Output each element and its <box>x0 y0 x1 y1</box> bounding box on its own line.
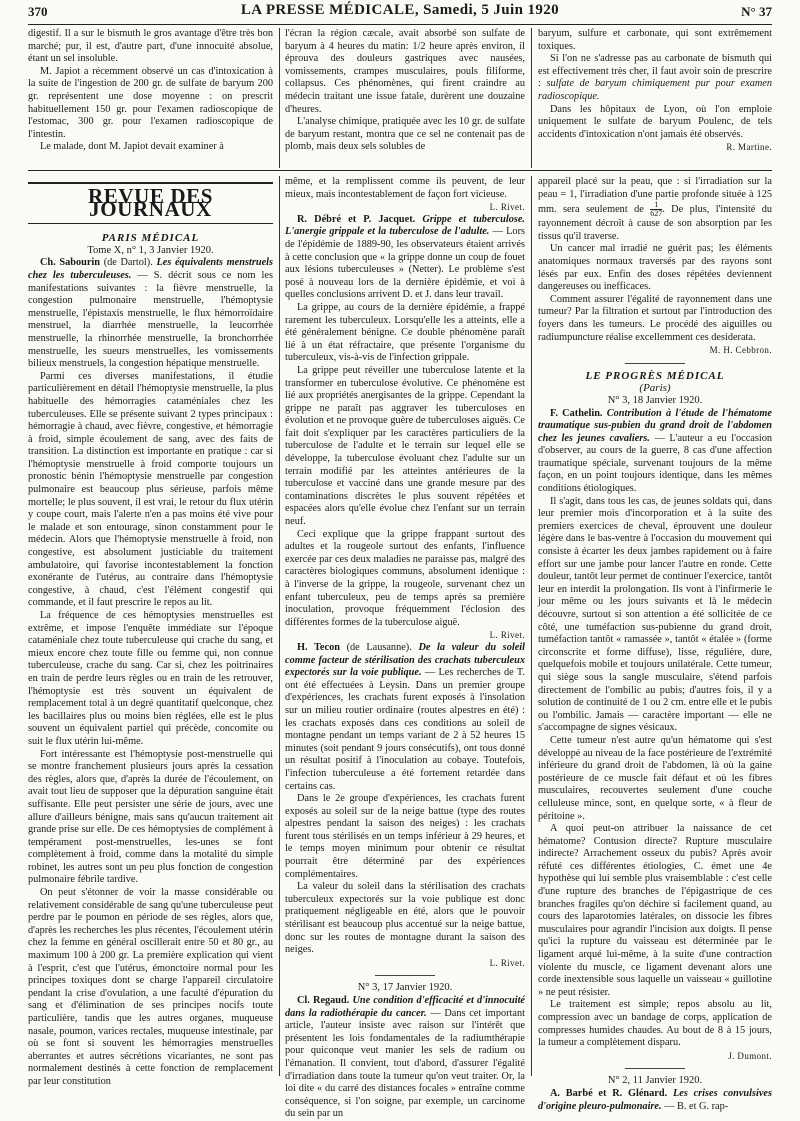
divider <box>625 1068 685 1069</box>
paragraph: Il s'agit, dans tous les cas, de jeunes soldats qui, dans leur premier mois d'incorporation et à la suite des premiers exercices de cheval, éprouvent une douleur légère dans le bas-ventre à l'occasion du mouvement qui consiste à écarter les deux jambes rapidement ou à faire effort sur une jambe pour lancer l'autre en ronde. Cette douleur, tantôt leur permet de continuer l'exercice, tantôt leur en interdit la prolongation. Ils vont à l'infirmerie le jour même ou les jours suivants et là le médecin découvre, surtout si son attention a été sollicitée de ce côté, une tuméfaction sus-pubienne du grand droit, tuméfaction tantôt « ramassée », tantôt « étalée » (forme circonscrite et forme diffuse), lisse, régulière, dure, quelquefois mobile et toujours unilatérale. Cette tumeur, qui siège sous la sangle musculaire, s'étend parfois directement de l'ombilic au pubis; d'autres fois, il y a solution de continuité de 1 ou 2 cm. entre elle et le pubis ou l'ombilic. Jamais — caractère important — elle ne s'accompagne de signes vésicaux. <box>538 495 772 734</box>
issue-line: N° 3, 17 Janvier 1920. <box>357 982 453 994</box>
journal-city: (Paris) <box>639 382 671 395</box>
column-1 <box>28 176 273 1089</box>
prescription-text: sulfate de baryum chimiquement pur pour examen radioscopique. <box>538 78 772 102</box>
issue-line: N° 3, 18 Janvier 1920. <box>607 394 703 406</box>
paragraph: digestif. Il a sur le bismuth le gros avantage d'être très bon marché; pur, il est, d'autre part, d'une innocuité absolue, étant un sel insoluble. <box>28 28 273 65</box>
paragraph: Le malade, dont M. Japiot devait examiner à <box>40 141 224 153</box>
top-column-1 <box>28 28 273 154</box>
paragraph: La grippe peut réveiller une tuberculose latente et la transformer en tuberculose évolutive. Ce phénomène est lié aux propriétés anergisantes de la grippe. Cependant la grippe ne paraît pas aggraver les tuberculoses en évolution et ne provoque guère de tuberculoses aiguës. Ce fait doit s'expliquer par les caractères particuliers de la tuberculose de l'adulte et le terrain sur lequel elle se développe, la tuberculose évoluant chez l'adulte sur un terrain modifié par les atteintes antérieures de la tuberculose et vacciné dans une grande mesure par des contaminations discrètes le plus souvent répétées et espacées alors qu'elle évolue chez l'enfant sur un terrain neuf. <box>285 364 525 528</box>
paragraph: A quoi peut-on attribuer la naissance de cet hématome? Contusion directe? Rupture musculaire indirecte? Arrachement osseux du pubis? Après avoir réfuté ces différentes étiologies, C. émet une 4e hypothèse qui lui semble plus vraisemblable : c'est celle d'une rupture des branches de l'épigastrique de ces branches fragiles qu'on déchire si facilement quand, au cours des laparotomies latérales, on dissocie les fibres musculaires pour agrandir l'incision aux doigts. Il pense qu'ici la rupture du vaisseau est déterminée par le ligament arqué lui-même, à la suite d'une contraction violente du muscle, ce ligament devenant alors une corde inextensible sous laquelle un vaisseau « guillotine » ne peut résister. <box>538 823 772 998</box>
article-title: Contribution à l'étude de l'hématome traumatique sus-pubien du grand droit de l'abdomen chez les jeunes cavaliers. <box>538 407 772 444</box>
paragraph: l'écran la région cæcale, avait absorbé son sulfate de baryum à 4 heures du matin: 1/2 heure après environ, il éprouva des douleurs gastriques avec nausées, vomissements, crampes musculaires, pouls filiforme, collapsus. Ces phénomènes, qui firent craindre au médecin traitant une issue fatale, durèrent une douzaine d'heures. <box>285 28 525 115</box>
column-2 <box>285 176 525 1121</box>
paragraph: — Dans cet important article, l'auteur insiste avec raison sur l'intérêt que présentent les lois fondamentales de la radiumthérapie pour quiconque veut manier les sels de radium ou l'émanation. Il convient, tout d'abord, d'assurer l'égalité d'irradiation dans toute la tumeur qu'on veut traiter. Or, la loi dite « du carré des distances focales » entraîne comme conséquence, si l'on soigne, par exemple, un carcinome du sein par un <box>285 1007 525 1120</box>
divider <box>625 363 685 364</box>
paragraph: Dans le 2e groupe d'expériences, les crachats furent exposés au soleil sur de la neige battue (type des routes alpestres pendant la saison des neiges) : les crachats furent tous stérilisés en un temps inférieur à 29 heures, et le temps moyen minimum pour obtenir ce résultat pourrait être déterminé par des expériences complémentaires. <box>285 793 525 880</box>
article-author: Ch. Sabourin <box>40 257 101 269</box>
paragraph: — B. et G. rap- <box>664 1100 729 1112</box>
paragraph: Comment assurer l'égalité de rayonnement dans une tumeur? Par la filtration et surtout par l'introduction des foyers dans les tumeurs. Le procédé des aiguilles ou radiumpuncture réalise excellemment ces desiderata. <box>538 293 772 343</box>
fraction-numerator: 1 <box>654 200 659 210</box>
journal-masthead: LA PRESSE MÉDICALE, Samedi, 5 Juin 1920 <box>240 2 560 18</box>
column-rule <box>531 176 532 1076</box>
paragraph: On peut s'étonner de voir la masse considérable ou relativement considérable de sang qu'une tuberculeuse peut perdre par le poumon en période de ses règles, alors que, d'après les recherches les plus récentes, l'écoulement utérin chez la femme en général oscillerait entre 50 et 80 gr., au maximum 100 à 200 gr. La première explication qui vient à l'esprit, c'est que l'utérus, émonctoire normal pour les principes toxiques dont se charge l'appareil circulatoire pendant la crise d'ovulation, a une faculté d'épuration du sang et d'élimination de ses principes nocifs toute particulière, tandis que les autres organes, muqueuse nasale, poumon, varices rectales, muqueuse intestinale, par où se font si souvent les hémorragies menstruelles aberrantes et autres sécrétions vicariantes, ne sont pas normalement destinés à cette fonction de remplacement par leur constitution <box>28 887 273 1087</box>
paragraph: baryum, sulfure et carbonate, qui sont extrêmement toxiques. <box>538 28 772 52</box>
paragraph: — S. décrit sous ce nom les manifestations suivantes : la fièvre menstruelle, la congestion pulmonaire menstruelle, l'hémoptysie menstruelle, l'épistaxis menstruelle, le flux hémorroïdaire menstruel, la diarrhée menstruelle, la leucorrhée menstruelle, la rhinorrhée menstruelle, la bronchorrhée menstruelle, les sueurs menstruelles, les vomissements bilieux menstruels, la congestion hépatique menstruelle. <box>28 269 273 370</box>
journal-name: LE PROGRÈS MÉDICAL <box>585 369 725 382</box>
top-column-2 <box>285 28 525 154</box>
paragraph: M. Japiot a récemment observé un cas d'intoxication à la suite de l'ingestion de 200 gr. de sulfate de baryum 200 gr. représentent une dose moyenne : on prescrit habituellement 150 gr. pour l'examen radioscopique de l'estomac, 300 gr. pour l'examen radioscopique de l'intestin. <box>28 65 273 140</box>
page-number: 370 <box>28 4 48 19</box>
paragraph: Le traitement est simple; repos absolu au lit, compression avec un bandage de corps, application de compresses humides chaudes. Au bout de 8 à 15 jours, la tumeur a complètement disparu. <box>538 999 772 1049</box>
fraction-denominator: 627 <box>650 209 663 219</box>
issue-line: Tome X, n° 1, 3 Janvier 1920. <box>87 244 214 256</box>
journal-name: PARIS MÉDICAL <box>101 232 200 245</box>
paragraph: Ceci explique que la grippe frappant surtout des adultes et la rougeole surtout des enfants, l'influence exercée par ces deux maladies ne paraisse pas, malgré des caractères biologiques communs, absolument identique : à l'inverse de la grippe, la rougeole, survenant chez un enfant tuberculeux, peu de temps après sa première inoculation, provoque fréquemment l'éclosion des différentes formes de la tuberculose aiguë. <box>285 528 525 628</box>
paragraph: même, et la remplissent comme ils peuvent, de leur mieux, mais incontestablement de façon fort vicieuse. <box>285 176 525 200</box>
article-author: R. Débré et P. Jacquet. <box>297 213 416 225</box>
column-rule <box>531 28 532 168</box>
section-divider <box>28 170 772 171</box>
column-3 <box>538 176 772 1113</box>
paragraph: La grippe, au cours de la dernière épidémie, a frappé rarement les tuberculeux. Lorsqu'elle les a atteints, elle a été généralement bénigne. Ce double phénomène paraît lié à un état réfractaire, que présente l'organisme du tuberculeux, vis-à-vis de l'infection grippale. <box>285 301 525 364</box>
column-rule <box>279 176 280 1076</box>
article-author: A. Barbé et R. Glénard. <box>550 1087 668 1099</box>
article-title: Les crises convulsives d'origine pleuro-pulmonaire. <box>538 1087 772 1112</box>
paragraph: Parmi ces diverses manifestations, il étudie particulièrement en détail l'hémoptysie menstruelle, la plus habituelle des hémorragies cataméniales chez les tuberculeuses. Elle se présente suivant 2 types principaux : hémorragie à chaud, avec fièvre, congestive, et hémorragie à froid, simple écoulement de sang, avec des faits de transition. La distinction est importante en pratique : car si l'hémoptysie menstruelle à froid comporte toujours un pronostic bénin l'hémoptysie menstruelle par congestion pulmonaire est beaucoup plus sérieuse, parfois même mortelle; le plus souvent, il est vrai, le retour du flux utérin y coupe court, mais l'alerte n'en a pas moins été vive pour le malade et son entourage, sinon constamment pour le médecin. Alors que l'hémoptysie menstruelle à froid, non congestive, est absolument justiciable du traitement ambulatoire, qui favorise incontestablement la fonction exonérante de l'utérus, au contraire dans l'hémoptysie congestive, à chaud, c'est l'élément congestif qui commande, et il faut prescrire le repos au lit. <box>28 370 273 609</box>
author-signature: R. Martine. <box>726 142 772 153</box>
paragraph: Dans les hôpitaux de Lyon, où l'on emploie uniquement le sulfate de baryum Poulenc, de tels accidents d'intoxication n'ont jamais été observés. <box>538 103 772 140</box>
issue-number: N° 37 <box>741 4 772 19</box>
top-column-3 <box>538 28 772 154</box>
article-title: Grippe et tuberculose. L'anergie grippale et la tuberculose de l'adulte. <box>285 213 525 238</box>
article-title: Une condition d'efficacité et d'innocuité dans la radiothérapie du cancer. <box>285 995 525 1019</box>
article-title: Les équivalents menstruels chez les tuberculeuses. <box>28 257 274 281</box>
author-affiliation: (de Dartol). <box>103 257 153 269</box>
paragraph: — Lors de l'épidémie de 1889-90, les observateurs étaient arrivés à cette conclusion que « la grippe donne un coup de fouet aux lésions tuberculeuses » (Netter). Le problème s'est posé à nouveau lors de la dernière épidémie, et voi à quelles conclusions arrivent D. et J. dans leur travail. <box>285 226 526 301</box>
paragraph: Si l'on ne s'adresse pas au carbonate de bismuth qui est effectivement très cher, il faut avoir soin de prescrire : <box>538 53 772 90</box>
paragraph: La fréquence de ces hémoptysies menstruelles est extrême, et impose l'enquête immédiate sur l'époque cataméniale chez toute tuberculeuse qui crache du sang, et mieux encore chez toute fille ou femme qui, non connue tuberculeuse, crache du sang. Car si, chez les poitrinaires en train de perdre leurs règles ou en train de les retrouver, l'hémoptysie est très souvent un équivalent de remplacement total à un degré quantitatif quelconque, chez les bacillaires plus ou moins bien réglées, elle est le plus souvent un équivalent partiel qui précède, concomite ou suit le flux utérin lui-même. <box>28 610 273 747</box>
author-signature: L. Rivet. <box>489 957 525 968</box>
paragraph: L'analyse chimique, pratiquée avec les 10 gr. de sulfate de baryum restant, montra que ce sel ne contenait pas de plomb, mais deux sels solubles de <box>285 116 525 153</box>
paragraph: Fort intéressante est l'hémoptysie post-menstruelle qui se montre franchement plusieurs jours après la cessation des règles, alors que, d'après la durée de l'écoulement, on avait tout lieu de supposer que la dépuration sanguine était suffisante. Elle peut persister une série de jours, avec une allure d'ailleurs bénigne, mais sans qu'aucun traitement ait grande prise sur elle. De ces hémoptysies de complément à tempérament post-menstruelles, les-unes se font complètement à froid, comme dans la motalité du simple robinet, les autres sont un peu plus fonction de congestion pulmonaire fébrile tardive. <box>28 748 273 886</box>
article-author: Cl. Regaud. <box>297 995 350 1006</box>
paragraph: — Les recherches de T. ont été effectuées à Leysin. Dans un premier groupe d'expériences, les crachats furent exposés à l'insolation sur un milieu routier ordinaire (routes alpestres en été) : les crachats exposés dans ces conditions au soleil de montagne pendant un temps variant de 2 à 52 heures 15 minutes (soit pendant 9 jours consécutifs), ont tous donné un résultat positif à l'inoculation au cobaye. Toutefois, l'infection tuberculeuse a été fortement retardée dans certains cas. <box>285 667 525 792</box>
author-signature: M. H. Cebbron. <box>709 345 772 356</box>
paragraph: appareil placé sur la peau, que : si l'irradiation sur la peau = 1, l'irradiation d'une partie profonde située à 125 mm. sera seulement de <box>538 176 772 216</box>
author-signature: J. Dumont. <box>728 1050 772 1061</box>
divider <box>375 975 435 976</box>
article-author: F. Cathelin. <box>550 407 603 419</box>
article-author: H. Tecon <box>297 641 340 653</box>
page-header <box>28 0 772 25</box>
paragraph: . De plus, l'intensité du rayonnement décroît à cause de son absorption par les tissus qu'il traverse. <box>538 204 772 242</box>
paragraph: — L'auteur a eu l'occasion d'observer, au cours de la guerre, 8 cas d'une affection traumatique spéciale, survenant toujours de la même façon, en un point toujours identique, dans les mêmes conditions étiologiques. <box>538 432 772 495</box>
article-title: De la valeur du soleil comme facteur de stérilisation des crachats tuberculeux expectorés sur la voie publique. <box>285 641 525 679</box>
paragraph: Cette tumeur n'est autre qu'un hématome qui s'est développé au niveau de la face postérieure de l'extrémité inférieure du grand droit de l'abdomen, là où la gaine postérieure de ce muscle fait défaut et où les fibres musculaires, recouvertes seulement d'une couche celluleuse mince, sont, en quelque sorte, « à fleur de péritoine ». <box>538 734 772 822</box>
fraction <box>650 201 662 218</box>
paragraph: La valeur du soleil dans la stérilisation des crachats tuberculeux expectorés sur la voie publique est donc pratiquement négligeable en été, alors que le pouvoir stérilisant est beaucoup plus accentué sur la neige battue, donc sur les routes de montagne durant la saison des neiges. <box>285 881 525 956</box>
column-rule <box>279 28 280 168</box>
author-signature: L. Rivet. <box>489 630 525 641</box>
author-signature: L. Rivet. <box>489 202 525 213</box>
author-affiliation: (de Lausanne). <box>346 641 412 653</box>
section-title: REVUE DES JOURNAUX <box>28 182 273 224</box>
paragraph: Un cancer mal irradié ne guérit pas; les éléments anatomiques normaux traversés par des rayons sont lésés par eux. Enfin des doses répétées deviennent dangereuses ou inefficaces. <box>538 243 772 293</box>
issue-line: N° 2, 11 Janvier 1920. <box>607 1075 703 1087</box>
